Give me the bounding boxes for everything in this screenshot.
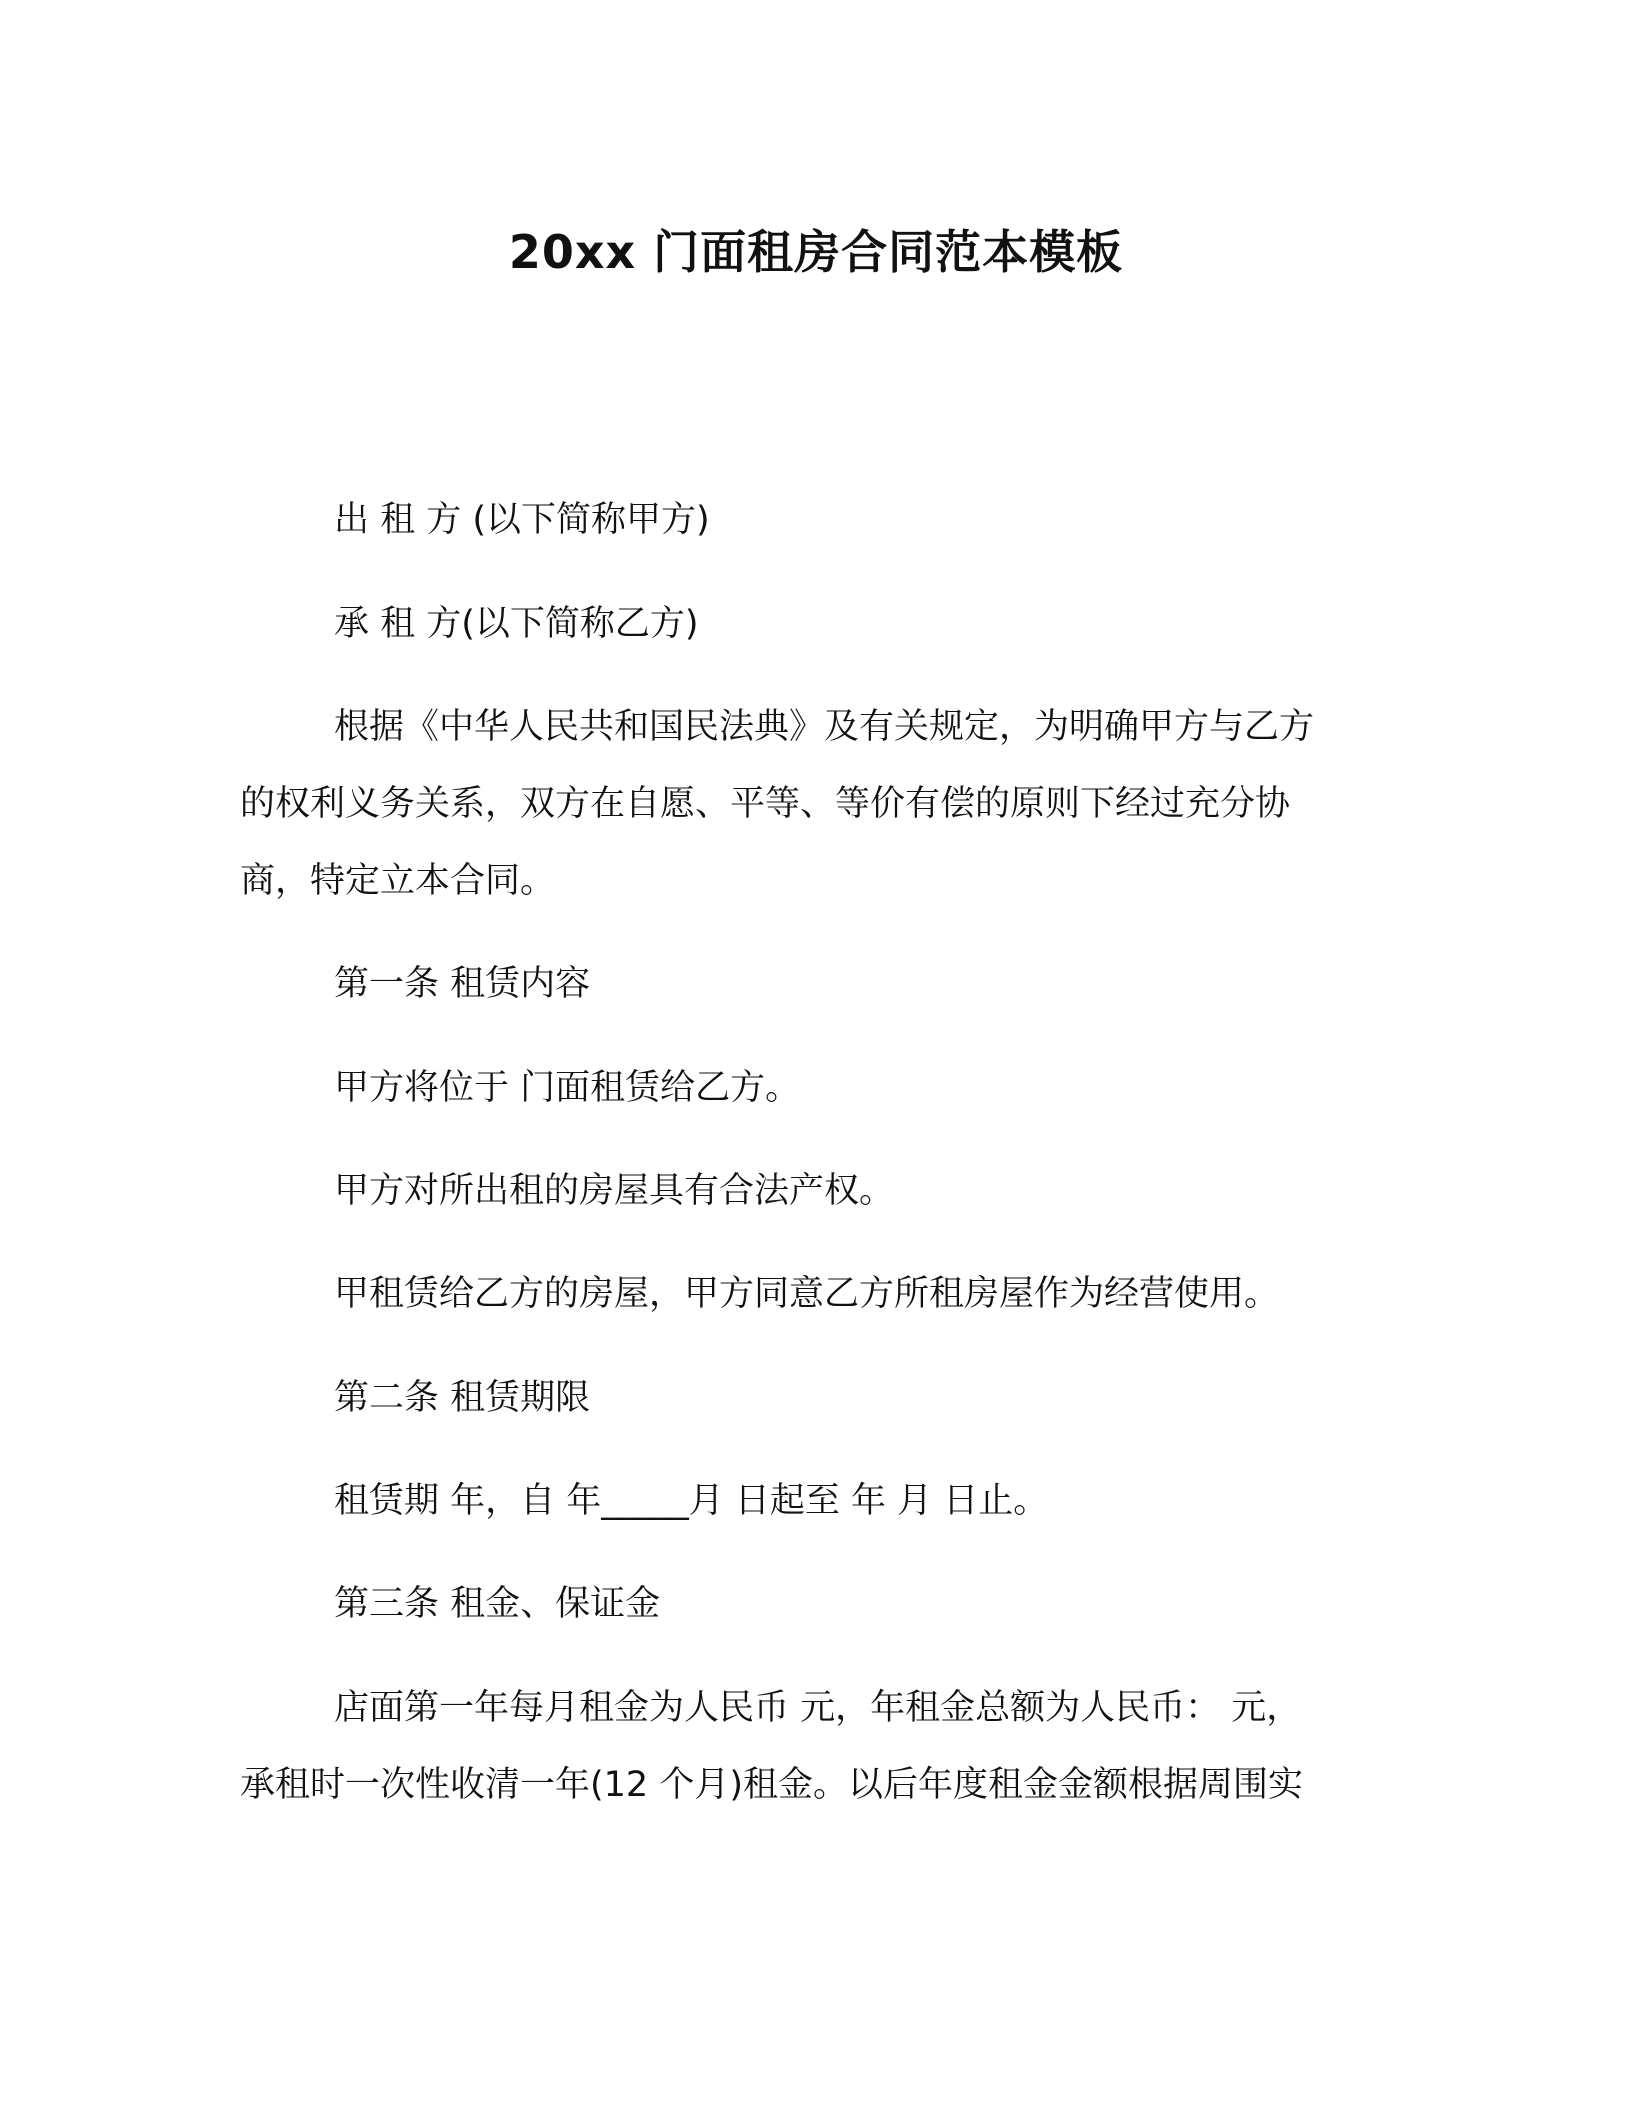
lessee-line: 承 租 方(以下简称乙方) [334, 604, 699, 644]
article-2-heading: 第二条 租赁期限 [334, 1378, 591, 1418]
preamble-line-1: 根据《中华人民共和国民法典》及有关规定，为明确甲方与乙方 [334, 707, 1315, 747]
article-2-line-1: 租赁期 年，自 年_____月 日起至 年 月 日止。 [334, 1481, 1049, 1521]
preamble-line-2: 的权利义务关系，双方在自愿、平等、等价有偿的原则下经过充分协 [240, 784, 1291, 824]
article-1-line-3: 甲租赁给乙方的房屋，甲方同意乙方所租房屋作为经营使用。 [334, 1274, 1280, 1314]
article-3-line-2: 承租时一次性收清一年(12 个月)租金。以后年度租金金额根据周围实 [240, 1765, 1303, 1805]
article-3-heading: 第三条 租金、保证金 [334, 1584, 661, 1624]
article-3-line-1: 店面第一年每月租金为人民币 元，年租金总额为人民币： 元， [334, 1688, 1302, 1728]
lessor-line: 出 租 方 (以下简称甲方) [334, 500, 710, 540]
document-title: 20xx 门面租房合同范本模板 [508, 225, 1124, 279]
article-1-line-2: 甲方对所出租的房屋具有合法产权。 [334, 1171, 895, 1211]
preamble-line-3: 商，特定立本合同。 [240, 861, 556, 901]
article-1-line-1: 甲方将位于 门面租赁给乙方。 [334, 1068, 801, 1108]
article-1-heading: 第一条 租赁内容 [334, 964, 591, 1004]
